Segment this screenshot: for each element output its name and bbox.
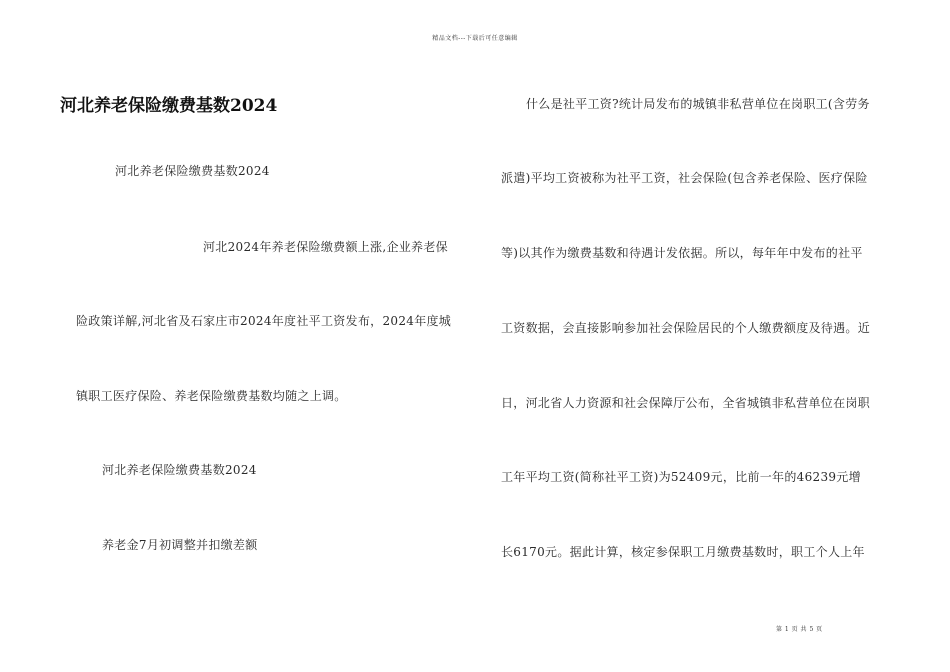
right-line-5: 日，河北省人力资源和社会保障厅公布，全省城镇非私营单位在岗职: [501, 396, 871, 410]
document-title: 河北养老保险缴费基数2024: [60, 96, 278, 116]
right-line-3: 等)以其作为缴费基数和待遇计发依据。所以，每年年中发布的社平: [501, 246, 863, 260]
right-line-1: 什么是社平工资?统计局发布的城镇非私营单位在岗职工(含劳务: [526, 97, 870, 111]
left-line-6: 养老金7月初调整并扣缴差额: [102, 538, 258, 552]
left-line-5: 河北养老保险缴费基数2024: [102, 463, 257, 477]
right-line-4: 工资数据，会直接影响参加社会保险居民的个人缴费额度及待遇。近: [501, 321, 871, 335]
left-line-1: 河北养老保险缴费基数2024: [115, 164, 270, 178]
right-line-7: 长6170元。据此计算，核定参保职工月缴费基数时，职工个人上年: [501, 545, 865, 559]
left-line-3: 险政策详解,河北省及石家庄市2024年度社平工资发布，2024年度城: [76, 314, 452, 328]
left-line-2: 河北2024年养老保险缴费额上涨,企业养老保: [203, 240, 448, 254]
right-line-6: 工年平均工资(简称社平工资)为52409元，比前一年的46239元增: [501, 470, 861, 484]
left-line-4: 镇职工医疗保险、养老保险缴费基数均随之上调。: [76, 389, 347, 403]
header-note: 精品文档---下载后可任意编辑: [432, 35, 518, 42]
page-number: 第 1 页 共 5 页: [776, 626, 823, 633]
right-line-2: 派遣)平均工资被称为社平工资，社会保险(包含养老保险、医疗保险: [501, 171, 868, 185]
